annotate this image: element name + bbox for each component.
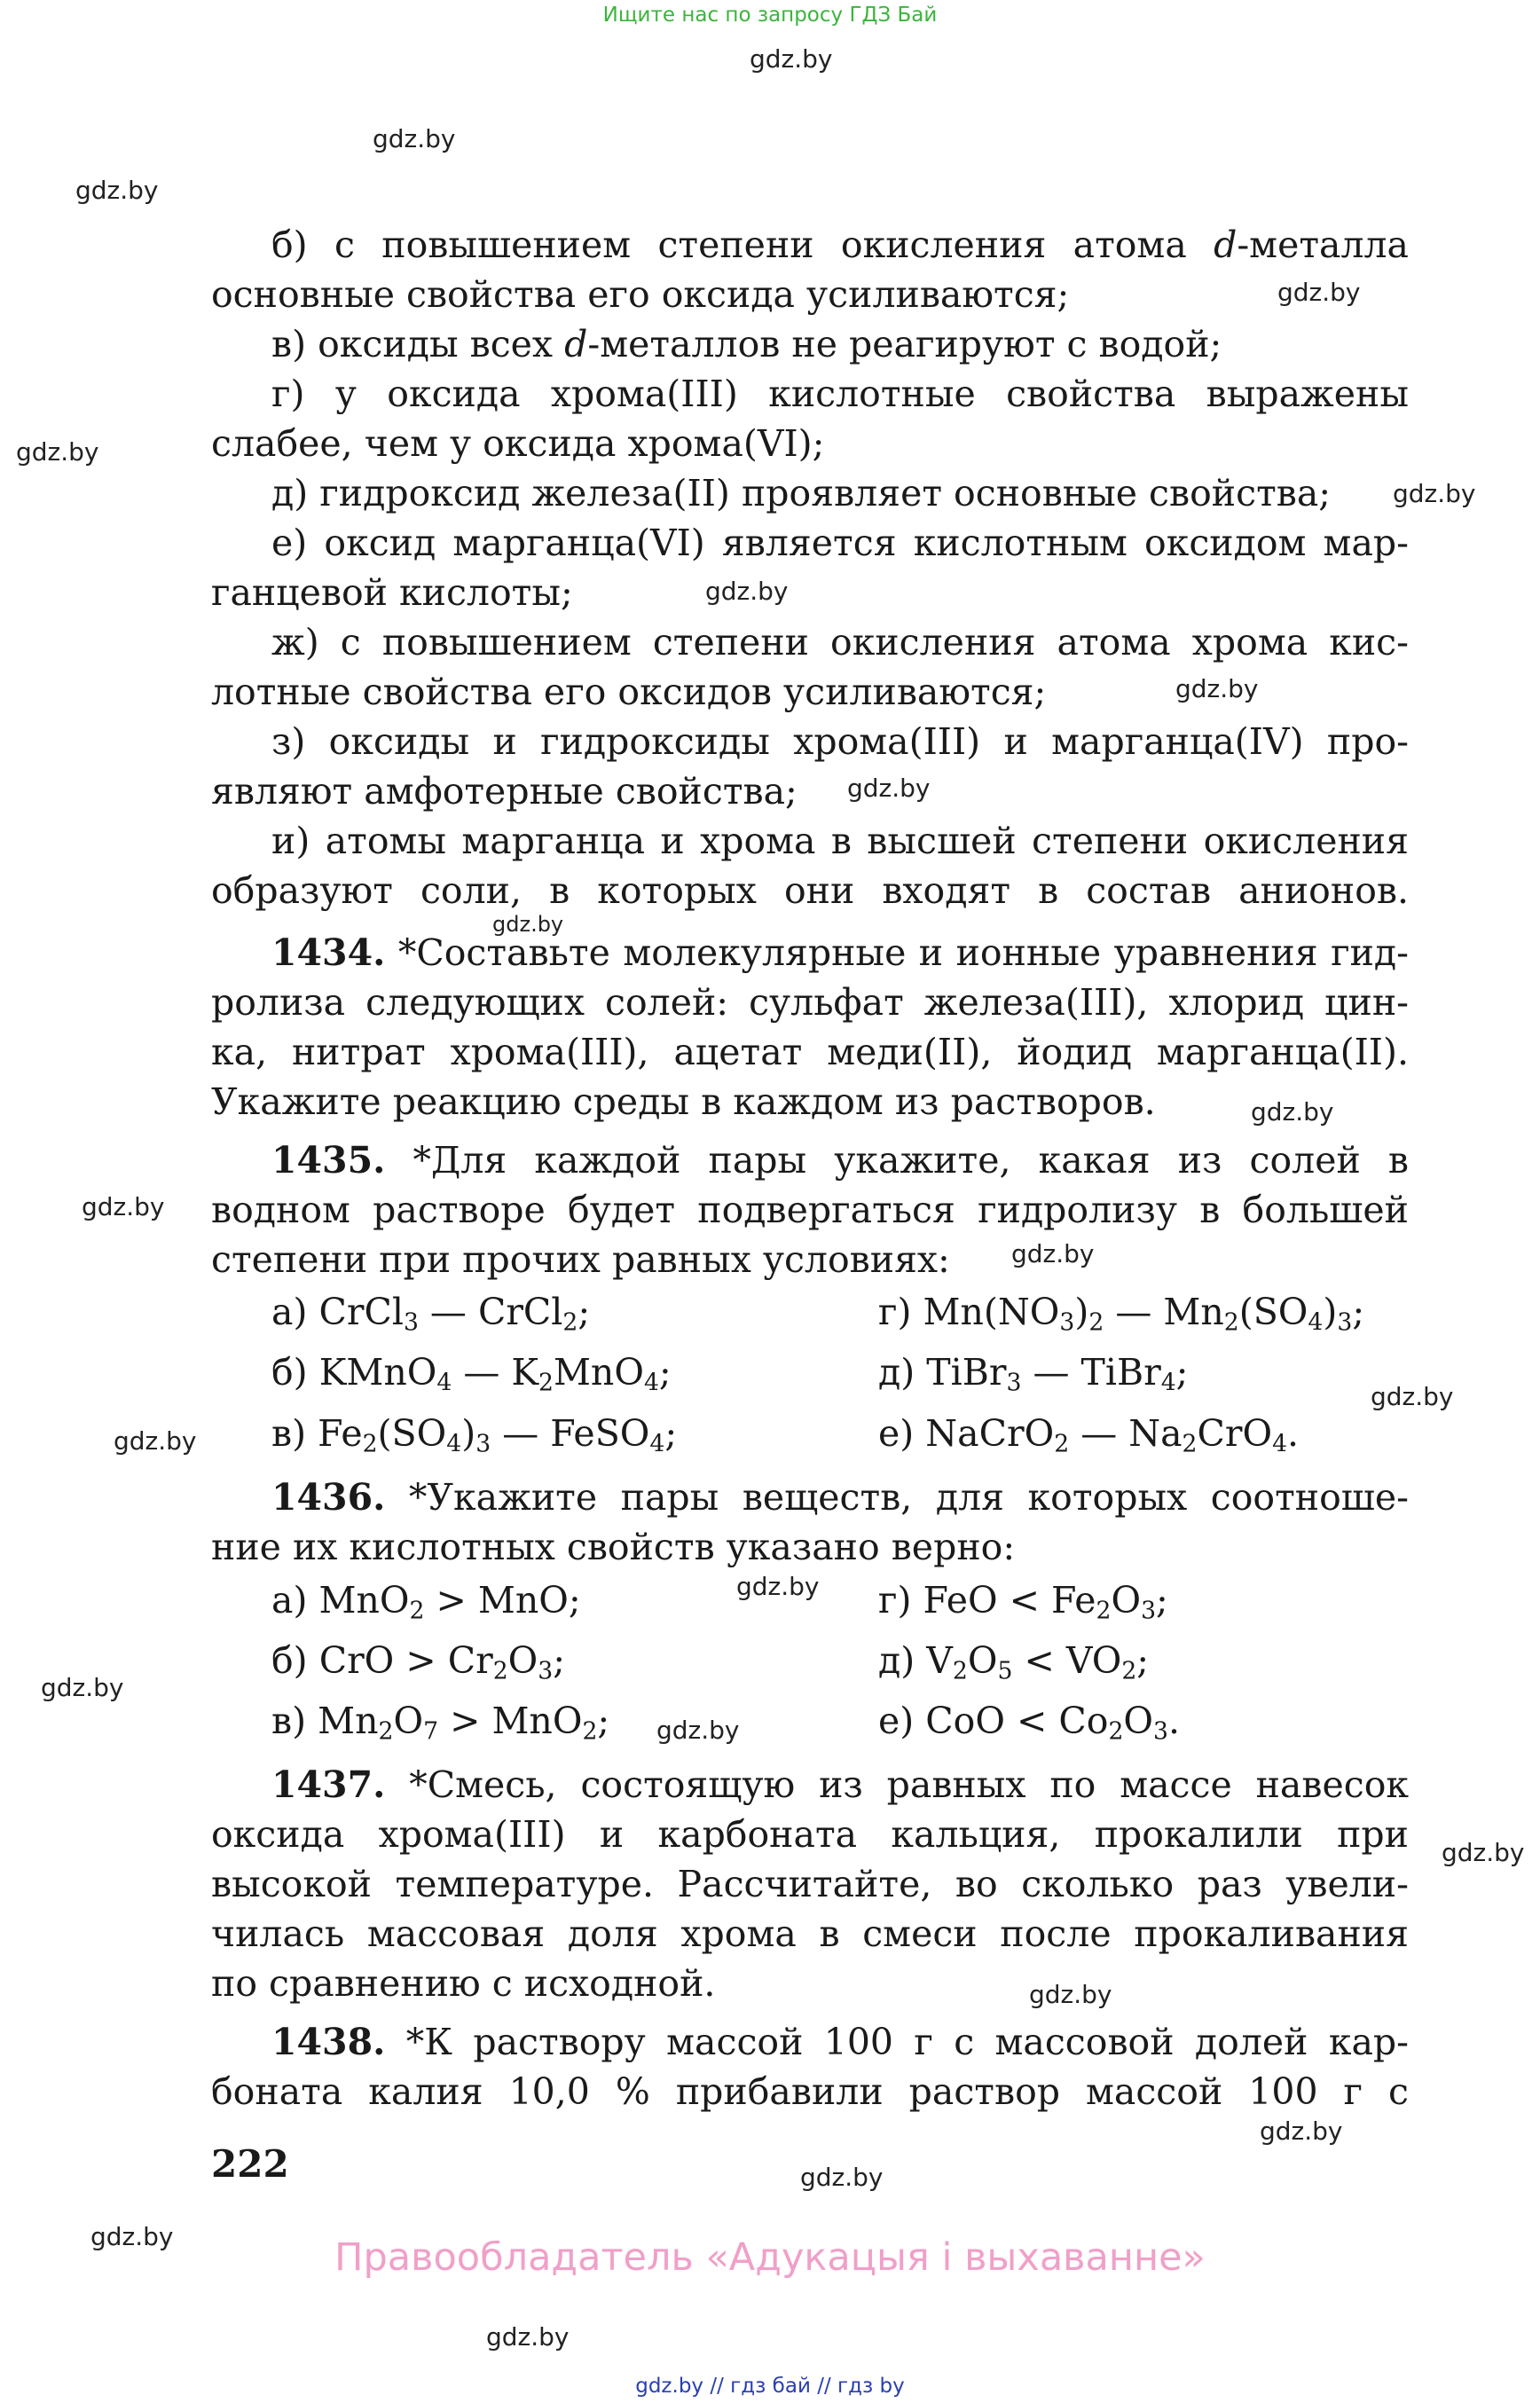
task-1436-option-a: а) MnO$_2$ > MnO; <box>271 1579 581 1625</box>
watermark: gdz.by <box>492 912 564 937</box>
watermark: gdz.by <box>750 44 833 74</box>
watermark: gdz.by <box>1011 1239 1095 1268</box>
task-1435-line: степени при прочих равных условиях: <box>211 1238 950 1281</box>
watermark: gdz.by <box>656 1716 740 1745</box>
task-1436-option-g: г) FeO < $Fe_2O_3$; <box>878 1579 1168 1625</box>
watermark: gdz.by <box>1175 674 1259 703</box>
watermark: gdz.by <box>373 124 456 153</box>
watermark: gdz.by <box>1251 1097 1334 1127</box>
task-1436-line: ние их кислотных свойств указано верно: <box>211 1526 1016 1568</box>
watermark: gdz.by <box>75 176 159 205</box>
text-line: являют амфотерные свойства; <box>211 770 798 813</box>
task-1438-line: боната калия 10,0 % прибавили раствор массой 100 г с <box>211 2070 1409 2113</box>
watermark: gdz.by <box>16 437 99 467</box>
watermark: gdz.by <box>1029 1980 1112 2009</box>
top-search-link[interactable]: Ищите нас по запросу ГДЗ Бай <box>602 4 938 27</box>
task-1434-line: ролиза следующих солей: сульфат железа(III), хлорид цин- <box>211 981 1409 1024</box>
text-line: ганцевой кислоты; <box>211 571 573 614</box>
watermark: gdz.by <box>1260 2116 1343 2146</box>
task-1434-line: 1434. *Составьте молекулярные и ионные уравнения гид- <box>271 931 1409 974</box>
task-1435-option-g: г) $Mn(NO_3)_2$ — $Mn_2(SO_4)_3$; <box>878 1291 1365 1337</box>
page-number: 222 <box>211 2142 289 2186</box>
watermark: gdz.by <box>41 1673 124 1702</box>
watermark: gdz.by <box>486 2322 570 2352</box>
text-line: слабее, чем у оксида хрома(VI); <box>211 422 825 465</box>
text-line: в) оксиды всех d-металлов не реагируют с водой; <box>271 323 1222 365</box>
task-1435-option-a: а) CrCl$_3$ — CrCl$_2$; <box>271 1291 591 1337</box>
watermark: gdz.by <box>705 577 789 606</box>
task-1436-option-v: в) $Mn_2O_7 > MnO_2$; <box>271 1700 610 1746</box>
text-line: д) гидроксид железа(II) проявляет основные свойства; <box>271 472 1332 514</box>
task-1436-line: 1436. *Укажите пары веществ, для которых соотноше- <box>271 1476 1409 1519</box>
watermark: gdz.by <box>90 2222 174 2251</box>
task-1437-line: высокой температуре. Рассчитайте, во сколько раз увели- <box>211 1863 1409 1905</box>
task-1437-line: оксида хрома(III) и карбоната кальция, прокалили при <box>211 1813 1409 1856</box>
text-line: б) с повышением степени окисления атома d-металла <box>271 224 1409 266</box>
watermark: gdz.by <box>114 1426 197 1456</box>
text-line: основные свойства его оксида усиливаются; <box>211 273 1070 316</box>
task-1436-option-b: б) CrO > $Cr_2O_3$; <box>271 1639 566 1685</box>
text-line: лотные свойства его оксидов усиливаются; <box>211 671 1047 713</box>
watermark: gdz.by <box>82 1192 165 1221</box>
watermark: gdz.by <box>1277 278 1361 307</box>
task-1434-line: Укажите реакцию среды в каждом из растворов. <box>211 1080 1156 1123</box>
watermark: gdz.by <box>1393 479 1476 508</box>
task-1437-line: по сравнению с исходной. <box>211 1962 716 2005</box>
watermark: gdz.by <box>1371 1382 1454 1411</box>
task-1435-option-e: е) NaCrO$_2$ — $Na_2CrO_4$. <box>878 1412 1300 1458</box>
text-line: г) у оксида хрома(III) кислотные свойства выражены <box>271 373 1409 415</box>
watermark: gdz.by <box>800 2163 884 2192</box>
task-1435-line: водном растворе будет подвергаться гидролизу в большей <box>211 1189 1409 1231</box>
text-line: и) атомы марганца и хрома в высшей степени окисления <box>271 820 1409 862</box>
watermark: gdz.by <box>1442 1838 1525 1867</box>
copyright-notice: Правообладатель «Адукацыя і выхаванне» <box>334 2235 1206 2280</box>
task-1436-option-e: е) CoO < $Co_2O_3$. <box>878 1700 1181 1746</box>
task-1435-option-v: в) $Fe_2(SO_4)_3$ — FeSO$_4$; <box>271 1412 678 1458</box>
task-1434-line: ка, нитрат хрома(III), ацетат меди(II), йодид марганца(II). <box>211 1031 1409 1073</box>
task-1435-option-b: б) KMnO$_4$ — $K_2MnO_4$; <box>271 1351 672 1397</box>
task-1437-line: 1437. *Смесь, состоящую из равных по массе навесок <box>271 1763 1409 1806</box>
text-line: образуют соли, в которых они входят в состав анионов. <box>211 869 1409 912</box>
footer-links[interactable]: gdz.by // гдз бай // гдз by <box>635 2375 905 2398</box>
text-line: ж) с повышением степени окисления атома хрома кис- <box>271 621 1409 664</box>
text-line: з) оксиды и гидроксиды хрома(III) и марганца(IV) про- <box>271 720 1409 763</box>
task-1435-option-d: д) TiBr$_3$ — TiBr$_4$; <box>878 1351 1189 1397</box>
text-line: е) оксид марганца(VI) является кислотным оксидом мар- <box>271 522 1409 564</box>
task-1437-line: чилась массовая доля хрома в смеси после прокаливания <box>211 1912 1409 1955</box>
task-1438-line: 1438. *К раствору массой 100 г с массовой долей кар- <box>271 2021 1409 2063</box>
task-1436-option-d: д) $V_2O_5 < VO_2$; <box>878 1639 1150 1685</box>
watermark: gdz.by <box>847 774 931 803</box>
task-1435-line: 1435. *Для каждой пары укажите, какая из солей в <box>271 1139 1409 1182</box>
watermark: gdz.by <box>736 1572 820 1601</box>
